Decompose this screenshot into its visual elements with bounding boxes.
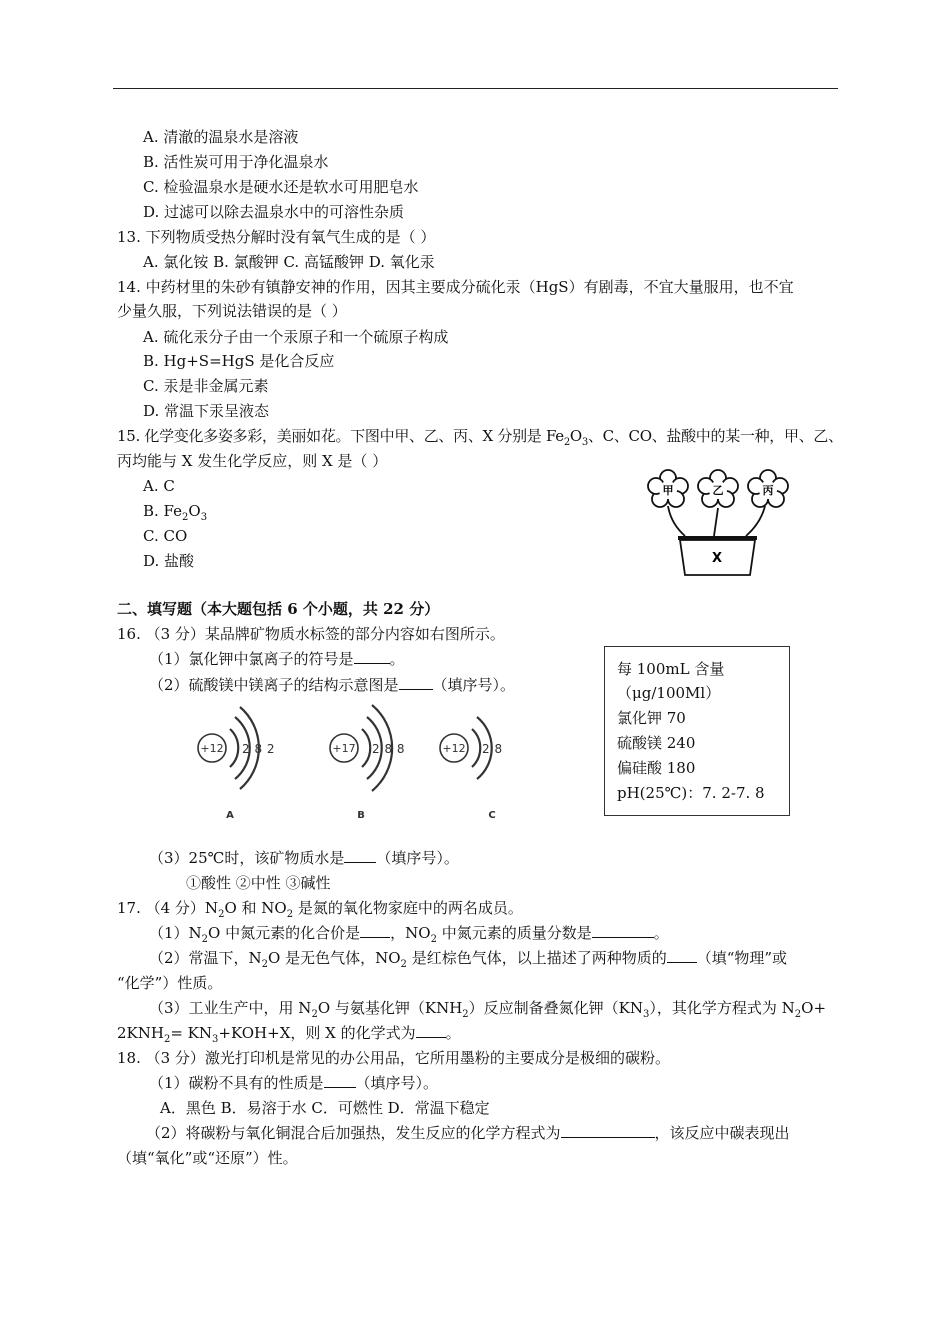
q17-text: （3）工业生产中，用 N <box>149 999 312 1017</box>
q15-option-b <box>143 501 207 521</box>
q17-text: ）反应制备叠氮化钾（KN <box>468 999 644 1017</box>
q18-text: ，该反应中碳表现出 <box>654 1124 790 1142</box>
subscript: 3 <box>643 1009 650 1020</box>
q17-text: ），其化学方程式为 N <box>649 999 795 1017</box>
q17-text: +KOH+X，则 X 的化学式为 <box>218 1024 416 1042</box>
mineral-water-label <box>604 646 790 816</box>
q17-part3 <box>149 998 826 1018</box>
q17-text: 中氮元素的质量分数是 <box>436 924 592 942</box>
q14-option-d: D. 常温下汞呈液态 <box>143 402 270 420</box>
q14-option-b: B. Hg+S=HgS 是化合反应 <box>143 352 335 370</box>
q12-option-a: A. 清澈的温泉水是溶液 <box>143 128 299 146</box>
diagram-a-label: A <box>226 810 234 821</box>
header-rule <box>113 88 838 89</box>
q15-stem-line1 <box>117 426 843 446</box>
flower-pot-figure <box>640 462 810 580</box>
q17-text: ，NO <box>390 924 431 942</box>
subscript: 2 <box>286 909 294 920</box>
subscript: 2 <box>261 959 269 970</box>
q17-text: 是氮的氧化物家庭中的两名成员。 <box>293 899 523 917</box>
q16-part3-text: （3）25℃时，该矿物质水是 <box>149 849 345 867</box>
q16-part1 <box>149 649 405 669</box>
answer-blank[interactable] <box>324 1073 356 1088</box>
subscript: 2 <box>563 437 570 448</box>
pot-label-x: X <box>711 551 723 566</box>
q17-text: O 和 NO <box>224 899 287 917</box>
subscript: 2 <box>201 934 209 945</box>
flower-label-bing: 丙 <box>762 484 774 497</box>
q14-stem-line2: 少量久服，下列说法错误的是（ ） <box>117 302 347 320</box>
q17-part2 <box>149 948 787 968</box>
q17-text: 是红棕色气体，以上描述了两种物质的 <box>406 949 667 967</box>
shells-c: 2 8 <box>482 742 503 756</box>
subscript: 2 <box>430 934 437 945</box>
q15-stem-text: 15. 化学变化多姿多彩，美丽如花。下图中甲、乙、丙、X 分别是 Fe <box>117 427 564 445</box>
q15-option-a: A. C <box>143 477 175 495</box>
label-line-6: pH(25℃)：7. 2-7. 8 <box>617 784 765 802</box>
q16-part2 <box>149 675 515 695</box>
subscript: 2 <box>182 512 189 523</box>
label-line-4: 硫酸镁 240 <box>617 734 696 752</box>
q18-part2-line2: （填“氧化”或“还原”）性。 <box>117 1149 298 1167</box>
flower-label-yi: 乙 <box>712 484 724 497</box>
q17-part3-line2 <box>117 1023 461 1043</box>
answer-blank[interactable] <box>592 923 654 938</box>
q13-stem: 13. 下列物质受热分解时没有氧气生成的是（ ） <box>117 228 436 246</box>
subscript: 2 <box>794 1009 802 1020</box>
subscript: 2 <box>218 909 225 920</box>
subscript: 3 <box>200 512 208 523</box>
q17-text: （1）N <box>149 924 202 942</box>
q16-part2-text: （2）硫酸镁中镁离子的结构示意图是 <box>149 676 399 694</box>
nucleus-c: +12 <box>442 742 466 755</box>
stem-right <box>746 506 765 536</box>
q12-option-b: B. 活性炭可用于净化温泉水 <box>143 153 329 171</box>
subscript: 2 <box>163 1034 171 1045</box>
stem-left <box>668 506 685 536</box>
q16-part3 <box>149 848 459 868</box>
q18-part1-options: A．黑色 B．易溶于水 C．可燃性 D．常温下稳定 <box>160 1099 490 1117</box>
punctuation: 。 <box>389 650 405 668</box>
q18-part1 <box>149 1073 438 1093</box>
q16-part1-text: （1）氯化钾中氯离子的符号是 <box>149 650 354 668</box>
ion-structure-diagrams <box>188 700 538 828</box>
label-line-3: 氯化钾 70 <box>617 709 686 727</box>
formula-part: B. Fe <box>143 502 183 520</box>
q15-stem-text: 、C、CO、盐酸中的某一种，甲、乙、 <box>587 427 843 445</box>
section-2-title: 二、填写题（本大题包括 6 个小题，共 22 分） <box>117 600 440 618</box>
diagram-c-label: C <box>488 810 496 821</box>
q16-part3-options: ①酸性 ②中性 ③碱性 <box>186 874 331 892</box>
answer-blank[interactable] <box>354 649 390 664</box>
q17-text: = KN <box>170 1024 213 1042</box>
flower-label-jia: 甲 <box>662 484 674 497</box>
q17-part2-line2: “化学”）性质。 <box>117 974 223 992</box>
diagram-b-label: B <box>357 810 365 821</box>
q15-option-c: C. CO <box>143 527 188 545</box>
label-line-2: （μg/100Ml） <box>617 684 721 702</box>
label-line-5: 偏硅酸 180 <box>617 759 696 777</box>
shells-b: 2 8 8 <box>372 742 406 756</box>
nucleus-b: +17 <box>332 742 356 755</box>
q12-option-c: C. 检验温泉水是硬水还是软水可用肥皂水 <box>143 178 419 196</box>
q17-text: O+ <box>801 999 827 1017</box>
q17-text: 2KNH <box>117 1024 164 1042</box>
q13-options: A. 氯化铵 B. 氯酸钾 C. 高锰酸钾 D. 氧化汞 <box>143 253 435 271</box>
q16-stem: 16. （3 分）某品牌矿物质水标签的部分内容如右图所示。 <box>117 625 505 643</box>
stem-middle <box>714 508 718 536</box>
q18-part2 <box>146 1123 790 1143</box>
q16-part3-tail: （填序号）。 <box>376 849 459 867</box>
subscript: 2 <box>400 959 407 970</box>
q17-text: （2）常温下，N <box>149 949 262 967</box>
q18-text: （1）碳粉不具有的性质是 <box>149 1074 324 1092</box>
subscript: 3 <box>581 437 588 448</box>
answer-blank[interactable] <box>561 1123 655 1138</box>
subscript: 2 <box>311 1009 318 1020</box>
shells-a: 2 8 2 <box>242 742 276 756</box>
subscript: 3 <box>212 1034 219 1045</box>
answer-blank[interactable] <box>344 848 376 863</box>
q14-option-c: C. 汞是非金属元素 <box>143 377 269 395</box>
label-line-1: 每 100mL 含量 <box>617 660 725 678</box>
formula-part: O <box>569 427 582 445</box>
q18-text: （2）将碳粉与氧化铜混合后加强热，发生反应的化学方程式为 <box>146 1124 561 1142</box>
answer-blank[interactable] <box>667 948 697 963</box>
q17-text: 17. （4 分）N <box>117 899 219 917</box>
answer-blank[interactable] <box>416 1023 446 1038</box>
q18-text: （填序号）。 <box>355 1074 439 1092</box>
q14-option-a: A. 硫化汞分子由一个汞原子和一个硫原子构成 <box>143 328 449 346</box>
q15-stem-line2: 丙均能与 X 发生化学反应，则 X 是（ ） <box>117 452 388 470</box>
subscript: 2 <box>462 1009 469 1020</box>
q17-text: O 与氨基化钾（KNH <box>317 999 463 1017</box>
answer-blank[interactable] <box>360 923 390 938</box>
q12-option-d: D. 过滤可以除去温泉水中的可溶性杂质 <box>143 203 405 221</box>
q17-text: O 中氮元素的化合价是 <box>208 924 361 942</box>
q17-stem <box>117 898 523 918</box>
q17-text: （填“物理”或 <box>696 949 788 967</box>
q16-part2-tail: （填序号）。 <box>432 676 516 694</box>
q14-stem-line1: 14. 中药材里的朱砂有镇静安神的作用，因其主要成分硫化汞（HgS）有剧毒，不宜大量服用，也不宜 <box>117 278 794 296</box>
q15-option-d: D. 盐酸 <box>143 552 195 570</box>
q18-stem: 18. （3 分）激光打印机是常见的办公用品，它所用墨粉的主要成分是极细的碳粉。 <box>117 1049 670 1067</box>
punctuation: 。 <box>445 1024 461 1042</box>
punctuation: 。 <box>653 924 669 942</box>
q17-part1 <box>149 923 669 943</box>
answer-blank[interactable] <box>399 675 433 690</box>
nucleus-a: +12 <box>200 742 224 755</box>
q17-text: O 是无色气体，NO <box>268 949 401 967</box>
formula-part: O <box>188 502 201 520</box>
